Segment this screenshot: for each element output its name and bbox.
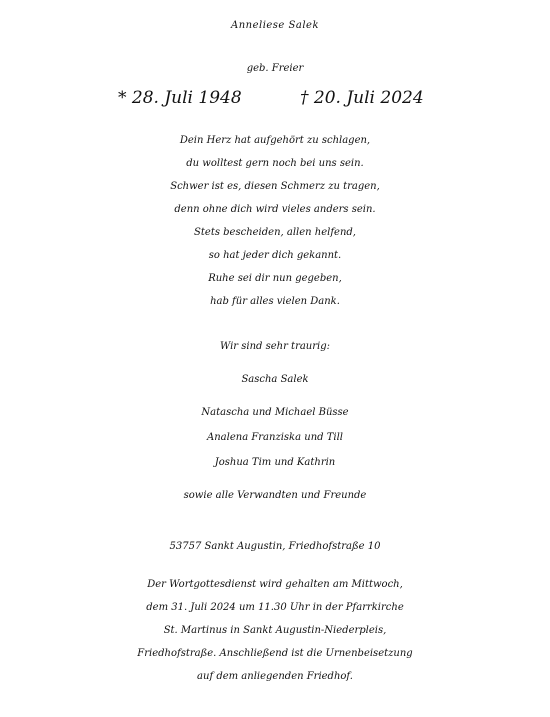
service-line: St. Martinus in Sankt Augustin-Niederpleis, <box>163 625 387 636</box>
mourners-intro: Wir sind sehr traurig: <box>219 341 330 352</box>
service-line: auf dem anliegenden Friedhof. <box>197 671 353 682</box>
maiden-name: geb. Freier <box>246 63 304 74</box>
poem-line: Stets bescheiden, allen helfend, <box>194 227 356 238</box>
poem-line: Dein Herz hat aufgehört zu schlagen, <box>179 135 371 146</box>
poem-line: hab für alles vielen Dank. <box>210 296 340 307</box>
mourner-family: Analena Franziska und Till <box>207 432 343 443</box>
poem-line: du wolltest gern noch bei uns sein. <box>186 158 364 169</box>
poem-line: so hat jeder dich gekannt. <box>208 250 342 261</box>
deceased-name: Anneliese Salek <box>230 20 320 31</box>
mourner-family: Natascha und Michael Büsse <box>201 407 349 418</box>
poem-line: Ruhe sei dir nun gegeben, <box>208 273 342 284</box>
mourner-son: Sascha Salek <box>241 374 309 385</box>
poem-line: Schwer ist es, diesen Schmerz zu tragen, <box>170 181 380 192</box>
mourner-family: Joshua Tim und Kathrin <box>214 457 336 468</box>
mourners-others: sowie alle Verwandten und Freunde <box>183 490 367 501</box>
service-line: Der Wortgottesdienst wird gehalten am Mittwoch, <box>147 579 403 590</box>
service-line: Friedhofstraße. Anschließend ist die Urnenbeisetzung <box>137 648 413 659</box>
death-date: † 20. Juli 2024 <box>300 88 424 108</box>
birth-date: * 28. Juli 1948 <box>118 88 242 108</box>
service-line: dem 31. Juli 2024 um 11.30 Uhr in der Pfarrkirche <box>146 602 404 613</box>
address: 53757 Sankt Augustin, Friedhofstraße 10 <box>169 541 381 552</box>
poem-line: denn ohne dich wird vieles anders sein. <box>174 204 376 215</box>
